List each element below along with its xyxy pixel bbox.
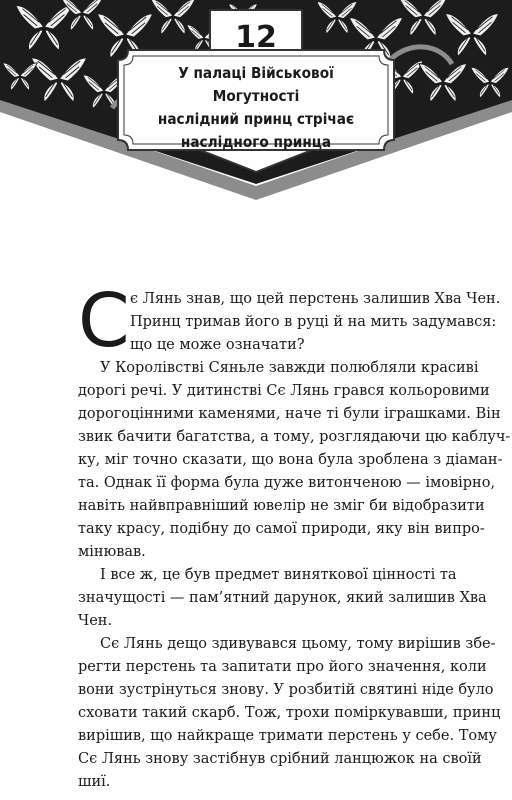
text-line: Чен. (78, 613, 113, 629)
text-line: Сє Лянь дещо здивувався цьому, тому вирішив збе- (100, 636, 496, 652)
text-line: Сє Лянь знову застібнув срібний ланцюжок на своїй (78, 751, 482, 767)
chapter-title-line: наслідного принца (180, 133, 332, 151)
text-line: значущості — пам’ятний дарунок, який залишив Хва (78, 590, 487, 606)
text-line: Принц тримав його в руці й на мить задумався: (130, 314, 497, 330)
text-line: І все ж, це був предмет виняткової цінності та (100, 567, 457, 583)
chapter-number: 12 (235, 20, 277, 55)
chapter-title (141, 62, 371, 154)
text-line: вирішив, що найкраще тримати перстень у себе. Тому (78, 728, 497, 744)
text-line: ку, міг точно сказати, що вона була зроблена з діаман- (78, 452, 503, 468)
text-line: дорогі речі. У дитинстві Сє Лянь грався кольоровими (78, 383, 490, 399)
text-line: дорогоцінними каменями, наче ті були іграшками. Він (78, 406, 501, 422)
text-line: та. Однак її форма була дуже витонченою — імовірно, (78, 475, 496, 491)
text-line: що це може означати? (130, 337, 305, 353)
text-line: мінював. (78, 544, 146, 560)
text-line: шиї. (78, 774, 111, 790)
text-line: сховати такий скарб. Тож, трохи поміркувавши, принц (78, 705, 501, 721)
text-line: вони зустрінуться знову. У розбитій святині ніде було (78, 682, 494, 698)
text-line: є Лянь знав, що цей перстень залишив Хва Чен. (130, 291, 501, 307)
text-line: звик бачити багатства, а тому, розглядаючи цю каблуч- (78, 429, 511, 445)
text-line: навіть найвправніший ювелір не зміг би відобразити (78, 498, 485, 514)
text-line: У Королівстві Сяньле завжди полюбляли красиві (100, 360, 479, 376)
body-text (78, 288, 511, 794)
chapter-title-line: наслідний принц стрічає (157, 110, 355, 128)
chapter-title-line: У палаці Військової Могутності (178, 64, 334, 105)
text-line: таку красу, подібну до самої природи, яку він випро- (78, 521, 485, 537)
text-line: регти перстень та запитати про його значення, коли (78, 659, 487, 675)
drop-cap: С (78, 278, 130, 364)
